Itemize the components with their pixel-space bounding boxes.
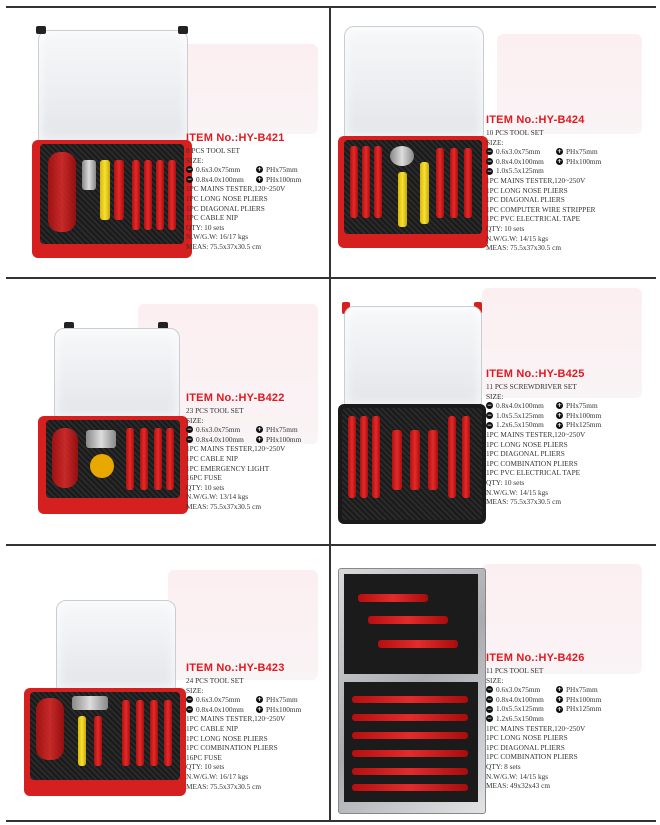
content-line: 1PC DIAGONAL PLIERS (486, 195, 565, 205)
content-line: 1PC DIAGONAL PLIERS (486, 742, 565, 752)
content-line: 1PC LONG NOSE PLIERS (186, 193, 268, 203)
content-line: 1PC MAINS TESTER,120~250V (186, 444, 286, 454)
plus-circle-icon: + (256, 176, 263, 184)
top-border (6, 6, 656, 8)
size-row: − 0.8x4.0x100mm + PHx100mm (186, 174, 302, 184)
measurements: MEAS: 49x32x43 cm (486, 781, 551, 791)
content-line: 1PC EMERGENCY LIGHT (186, 463, 270, 473)
plus-circle-icon: + (556, 686, 563, 694)
item-number: ITEM No.:HY-B422 (186, 392, 285, 404)
content-line: 1PC DIAGONAL PLIERS (486, 449, 565, 459)
minus-circle-icon: − (486, 158, 493, 166)
minus-circle-icon: − (186, 706, 193, 714)
plus-circle-icon: + (256, 706, 263, 714)
measurements: MEAS: 75.5x37x30.5 cm (186, 501, 261, 511)
minus-circle-icon: − (486, 686, 493, 694)
minus-circle-icon: − (486, 402, 493, 410)
product-box-image (178, 44, 318, 134)
quantity: QTY: 8 sets (486, 761, 521, 771)
weight: N.W/G.W: 14/15 kgs (486, 233, 549, 243)
bottom-border (6, 820, 656, 822)
column-divider (329, 6, 331, 821)
content-line: 1PC MAINS TESTER,120~250V (486, 723, 586, 733)
size-label: SIZE: (486, 391, 504, 401)
product-info (186, 392, 301, 512)
minus-circle-icon: − (186, 176, 193, 184)
size-row: − 0.8x4.0x100mm + PHx100mm (186, 434, 302, 444)
minus-circle-icon: − (486, 705, 493, 713)
row-divider-1 (6, 277, 656, 279)
minus-circle-icon: − (486, 421, 493, 429)
tool-case-image (34, 320, 192, 530)
content-line: 1PC COMPUTER WIRE STRIPPER (486, 204, 596, 214)
item-number: ITEM No.:HY-B425 (486, 368, 585, 380)
set-description: 11 PCS TOOL SET (486, 666, 544, 675)
minus-circle-icon: − (486, 715, 493, 723)
size-row: − 0.6x3.0x75mm + PHx75mm (486, 685, 598, 695)
content-line: 1PC COMBINATION PLIERS (486, 458, 578, 468)
item-number: ITEM No.:HY-B424 (486, 114, 585, 126)
minus-circle-icon: − (486, 148, 493, 156)
minus-circle-icon: − (186, 166, 193, 174)
size-row: − 0.8x4.0x100mm + PHx75mm (486, 401, 598, 411)
row-divider-2 (6, 544, 656, 546)
minus-circle-icon: − (186, 436, 193, 444)
size-row: − 1.0x5.5x125mm + PHx100mm (486, 410, 602, 420)
content-line: 16PC FUSE (186, 473, 222, 483)
content-line: 1PC LONG NOSE PLIERS (486, 185, 568, 195)
minus-circle-icon: − (486, 696, 493, 704)
minus-circle-icon: − (486, 412, 493, 420)
quantity: QTY: 10 sets (186, 762, 225, 772)
plus-circle-icon: + (256, 436, 263, 444)
measurements: MEAS: 75.5x37x30.5 cm (486, 243, 561, 253)
size-row: − 0.8x4.0x100mm + PHx100mm (486, 156, 602, 166)
size-label: SIZE: (486, 675, 504, 685)
size-label: SIZE: (486, 137, 504, 147)
minus-circle-icon: − (486, 167, 493, 175)
plus-circle-icon: + (556, 412, 563, 420)
size-row: − 1.0x5.5x125mm (486, 166, 544, 176)
plus-circle-icon: + (256, 426, 263, 434)
plus-circle-icon: + (556, 705, 563, 713)
size-row: − 0.6x3.0x75mm + PHx75mm (486, 147, 598, 157)
plus-circle-icon: + (556, 158, 563, 166)
quantity: QTY: 10 sets (486, 223, 525, 233)
plus-circle-icon: + (556, 402, 563, 410)
product-card-hy-b422 (18, 284, 328, 542)
product-info (486, 114, 601, 253)
weight: N.W/G.W: 14/15 kgs (486, 487, 549, 497)
content-line: 1PC PVC ELECTRICAL TAPE (486, 468, 581, 478)
content-line: 1PC CABLE NIP (186, 723, 238, 733)
weight: N.W/G.W: 13/14 kgs (186, 492, 249, 502)
weight: N.W/G.W: 16/17 kgs (186, 771, 249, 781)
tool-case-image (338, 296, 486, 528)
content-line: 1PC CABLE NIP (186, 453, 238, 463)
set-description: 23 PCS TOOL SET (186, 406, 244, 415)
item-number: ITEM No.:HY-B423 (186, 662, 285, 674)
measurements: MEAS: 75.5x37x30.5 cm (486, 497, 561, 507)
size-row: − 0.6x3.0x75mm + PHx75mm (186, 425, 298, 435)
product-card-hy-b421 (18, 14, 328, 276)
set-description: 10 PCS TOOL SET (486, 128, 544, 137)
content-line: 1PC COMBINATION PLIERS (486, 752, 578, 762)
weight: N.W/G.W: 14/15 kgs (486, 771, 549, 781)
size-row: − 1.0x5.5x125mm + PHx125mm (486, 704, 602, 714)
content-line: 1PC PVC ELECTRICAL TAPE (486, 214, 581, 224)
content-line: 1PC DIAGONAL PLIERS (186, 203, 265, 213)
measurements: MEAS: 75.5x37x30.5 cm (186, 241, 261, 251)
size-label: SIZE: (186, 415, 204, 425)
content-line: 1PC LONG NOSE PLIERS (186, 733, 268, 743)
content-line: 1PC MAINS TESTER,120~250V (486, 429, 586, 439)
content-line: 1PC COMBINATION PLIERS (186, 743, 278, 753)
size-label: SIZE: (186, 155, 204, 165)
content-line: 1PC CABLE NIP (186, 213, 238, 223)
plus-circle-icon: + (556, 421, 563, 429)
product-info (186, 132, 301, 252)
content-line: 1PC LONG NOSE PLIERS (486, 733, 568, 743)
product-card-hy-b425 (332, 284, 650, 542)
set-description: 8 PCS TOOL SET (186, 146, 240, 155)
quantity: QTY: 10 sets (486, 477, 525, 487)
content-line: 1PC MAINS TESTER,120~250V (186, 714, 286, 724)
measurements: MEAS: 75.5x37x30.5 cm (186, 781, 261, 791)
tool-case-image (32, 20, 192, 260)
minus-circle-icon: − (186, 426, 193, 434)
tool-case-image (24, 592, 192, 806)
size-row: − 1.2x6.5x150mm + PHx125mm (486, 420, 602, 430)
product-info (186, 662, 301, 791)
product-card-hy-b424 (332, 14, 650, 276)
content-line: 1PC MAINS TESTER,120~250V (486, 175, 586, 185)
size-row: − 0.6x3.0x75mm + PHx75mm (186, 695, 298, 705)
set-description: 24 PCS TOOL SET (186, 676, 244, 685)
plus-circle-icon: + (556, 148, 563, 156)
content-line: 1PC MAINS TESTER,120~250V (186, 184, 286, 194)
content-line: 1PC LONG NOSE PLIERS (486, 439, 568, 449)
item-number: ITEM No.:HY-B426 (486, 652, 585, 664)
size-row: − 0.8x4.0x100mm + PHx100mm (486, 694, 602, 704)
size-label: SIZE: (186, 685, 204, 695)
weight: N.W/G.W: 16/17 kgs (186, 232, 249, 242)
quantity: QTY: 10 sets (186, 222, 225, 232)
size-row: − 0.8x4.0x100mm + PHx100mm (186, 704, 302, 714)
product-card-hy-b426 (332, 550, 650, 818)
size-row: − 1.2x6.5x150mm (486, 713, 544, 723)
item-number: ITEM No.:HY-B421 (186, 132, 285, 144)
set-description: 11 PCS SCREWDRIVER SET (486, 382, 577, 391)
product-info (486, 652, 601, 791)
plus-circle-icon: + (256, 696, 263, 704)
quantity: QTY: 10 sets (186, 482, 225, 492)
plus-circle-icon: + (556, 696, 563, 704)
minus-circle-icon: − (186, 696, 193, 704)
aluminum-case-image (338, 568, 486, 814)
product-info (486, 368, 601, 507)
content-line: 16PC FUSE (186, 752, 222, 762)
tool-case-image (338, 22, 488, 252)
size-row: − 0.6x3.0x75mm + PHx75mm (186, 165, 298, 175)
product-card-hy-b423 (18, 550, 328, 818)
plus-circle-icon: + (256, 166, 263, 174)
